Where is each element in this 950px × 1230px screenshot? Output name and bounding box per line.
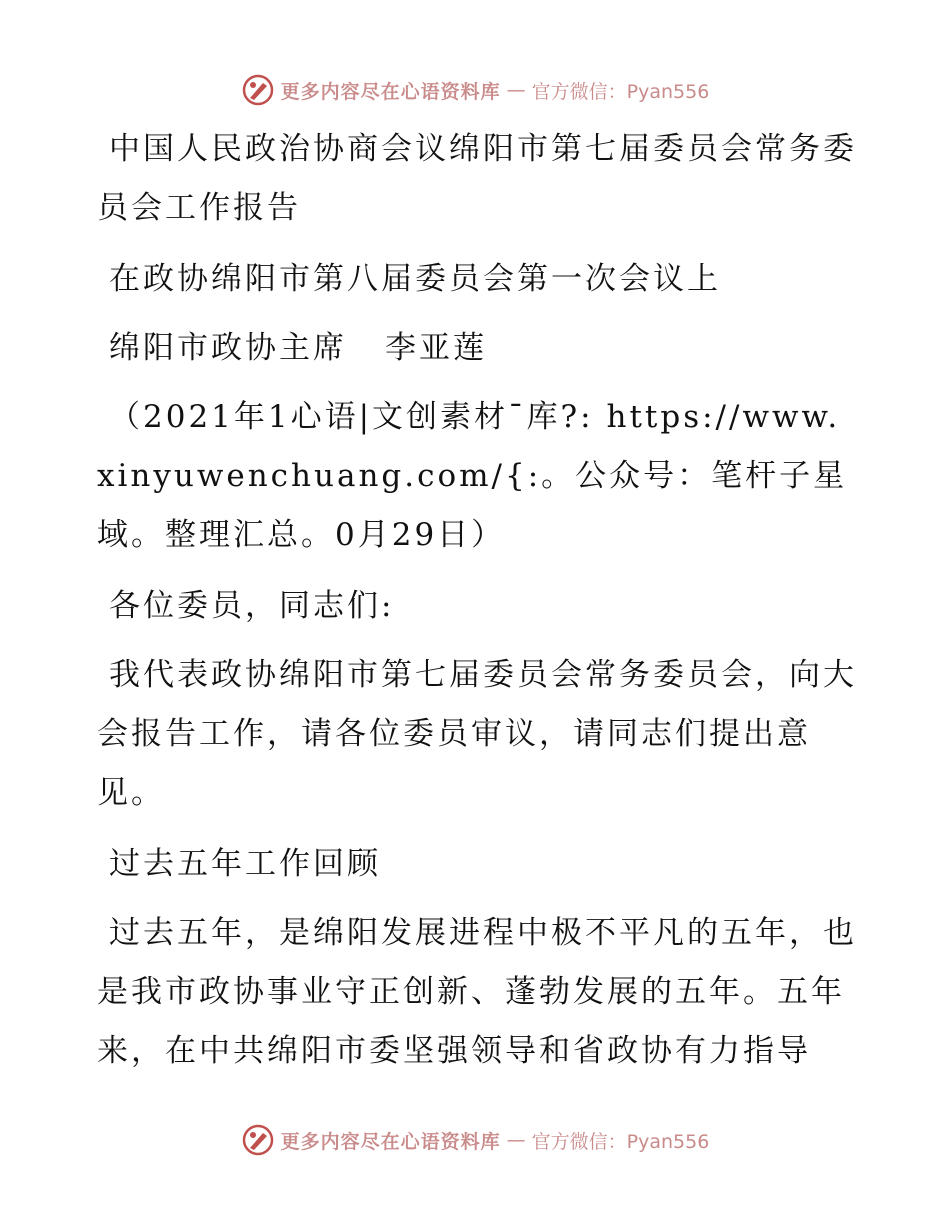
document-date-line: （2021年1心语|文创素材¯库?: https://www.xinyuwenchuang.com/{:。公众号：笔杆子星域。整理汇总。0月29日） [97, 399, 848, 553]
watermark-separator: — [506, 79, 526, 101]
body-paragraph: 过去五年，是绵阳发展进程中极不平凡的五年，也是我市政协事业守正创新、蓬勃发展的五年。五年来，在中共绵阳市委坚强领导和省政协有力指导 [97, 915, 857, 1069]
pen-logo-icon [241, 73, 275, 107]
watermark-account: 官方微信：Pyan556 [531, 80, 710, 103]
speaker-role: 绵阳市政协主席 [109, 330, 347, 366]
section-heading: 过去五年工作回顾 [109, 846, 381, 882]
document-intro: 我代表政协绵阳市第七届委员会常务委员会，向大会报告工作，请各位委员审议，请同志们提出意见。 [97, 657, 857, 811]
watermark-account: 官方微信：Pyan556 [531, 1130, 710, 1153]
document-occasion: 在政协绵阳市第八届委员会第一次会议上 [109, 261, 721, 297]
document-title: 中国人民政治协商会议绵阳市第七届委员会常务委员会工作报告 [97, 131, 857, 226]
watermark-separator: — [506, 1129, 526, 1151]
document-body [97, 120, 857, 1093]
document-speaker [97, 319, 857, 378]
watermark-header [0, 70, 950, 110]
watermark-footer [0, 1120, 950, 1160]
document-salutation: 各位委员，同志们: [109, 588, 395, 624]
speaker-name: 李亚莲 [385, 330, 487, 366]
pen-logo-icon [241, 1123, 275, 1157]
watermark-text: 更多内容尽在心语资料库 [280, 1130, 501, 1153]
watermark-text: 更多内容尽在心语资料库 [280, 80, 501, 103]
